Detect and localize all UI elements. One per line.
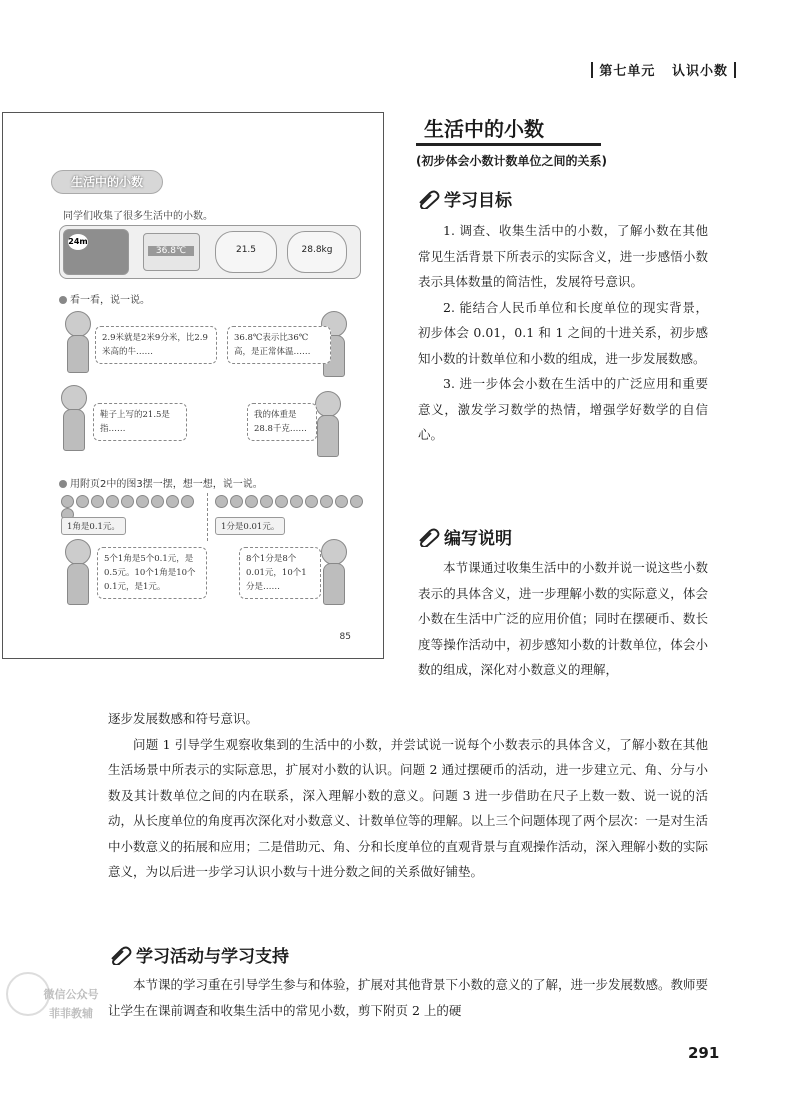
notes-continuation — [108, 706, 708, 885]
billboard-label: 24m — [68, 234, 88, 250]
prompt-coins: 用附页2中的图3摆一摆，想一想，说一说。 — [59, 475, 263, 490]
coin-icon — [76, 495, 89, 508]
watermark-line1: 微信公众号 — [43, 988, 99, 1001]
notes-heading: 编写说明 — [416, 524, 512, 552]
textbook-title-banner: 生活中的小数 — [51, 170, 163, 194]
activity-text: 本节课的学习重在引导学生参与和体验，扩展对其他背景下小数的意义的了解，进一步发展数感。教师要让学生在课前调查和收集生活中的常见小数，剪下附页 2 上的硬 — [108, 977, 709, 1018]
textbook-page-number: 85 — [339, 632, 351, 642]
boy-body-icon — [67, 563, 89, 605]
notes-paragraph — [418, 555, 708, 683]
boy-head-icon — [65, 539, 91, 565]
header-topic: 认识小数 — [671, 64, 728, 79]
running-header — [585, 60, 742, 79]
boy-head-icon — [315, 391, 341, 417]
thermometer-readout: 36.8℃ — [148, 246, 194, 256]
goal-item: 2. 能结合人民币单位和长度单位的现实背景，初步体会 0.01，0.1 和 1 之间的十进关系，初步感知小数的计数单位和小数的组成，进一步发展数感。 — [418, 299, 708, 366]
paperclip-icon — [108, 945, 134, 970]
speech-bubble: 8个1分是8个0.01元，10个1分是…… — [239, 547, 321, 599]
coin-icon — [335, 495, 348, 508]
coin-icon — [91, 495, 104, 508]
coin-icon — [305, 495, 318, 508]
coin-icon — [260, 495, 273, 508]
boy-body-icon — [317, 415, 339, 457]
header-unit: 第七单元 — [599, 64, 656, 79]
coin-icon — [121, 495, 134, 508]
fen-label: 1分是0.01元。 — [215, 517, 285, 535]
header-divider — [734, 62, 736, 78]
girl-body-icon — [67, 335, 89, 373]
coin-icon — [151, 495, 164, 508]
coin-icon — [350, 495, 363, 508]
goal-item: 3. 进一步体会小数在生活中的广泛应用和重要意义，激发学习数学的热情，增强学好数学的自信心。 — [418, 376, 708, 442]
goal-item: 1. 调查、收集生活中的小数，了解小数在其他常见生活背景下所表示的实际含义，进一步感悟小数表示具体数量的简洁性，发展符号意识。 — [418, 223, 708, 289]
coin-icon — [320, 495, 333, 508]
coin-icon — [181, 495, 194, 508]
shoe-size-readout: 21.5 — [235, 245, 257, 255]
coin-divider — [207, 493, 209, 541]
page-title: 生活中的小数 — [424, 117, 544, 141]
girl-body-icon — [63, 409, 85, 451]
billboard-photo — [63, 229, 129, 275]
scale-readout: 28.8kg — [301, 245, 333, 255]
watermark — [26, 985, 116, 1023]
goals-heading: 学习目标 — [416, 186, 512, 214]
activity-paragraph — [108, 972, 708, 1023]
header-divider — [591, 62, 593, 78]
notes-text: 本节课通过收集生活中的小数并说一说这些小数表示的具体含义，进一步理解小数的实际意义，体会小数在生活中广泛的应用价值；同时在摆硬币、数长度等操作活动中，初步感知小数的计数单位，体会小数的组成，深化对小数意义的理解， — [418, 560, 708, 677]
speech-bubble: 5个1角是5个0.1元，是0.5元。10个1角是10个0.1元，是1元。 — [97, 547, 207, 599]
scale-photo — [287, 231, 347, 273]
coin-icon — [106, 495, 119, 508]
title-underline — [416, 143, 601, 146]
coin-icon — [275, 495, 288, 508]
coin-icon — [136, 495, 149, 508]
paperclip-icon — [416, 527, 442, 552]
bullet-icon — [59, 296, 67, 304]
prompt-look-and-say: 看一看，说一说。 — [59, 291, 150, 306]
bullet-icon — [59, 480, 67, 488]
paperclip-icon — [416, 189, 442, 214]
textbook-page-image — [2, 112, 384, 659]
notes-text-end: 逐步发展数感和符号意识。 — [108, 711, 259, 726]
textbook-intro: 同学们收集了很多生活中的小数。 — [63, 211, 213, 222]
girl-head-icon — [321, 539, 347, 565]
speech-bubble: 2.9米就是2米9分米，比2.9米高的牛…… — [95, 326, 217, 364]
girl-head-icon — [65, 311, 91, 337]
speech-bubble: 我的体重是28.8千克…… — [247, 403, 317, 441]
coin-icon — [245, 495, 258, 508]
coin-icon — [166, 495, 179, 508]
goals-list — [418, 218, 708, 448]
notes-text-2: 问题 1 引导学生观察收集到的生活中的小数，并尝试说一说每个小数表示的具体含义，了解小数在其他生活场景中所表示的实际意思，扩展对小数的认识。问题 2 通过摆硬币的活动，进一步建立元、角、分与小数及其计数单位之间的内在联系，深入理解小数的意义。问题 3 进一步借助在尺子上数一数、说一说的活动，从长度单位的角度再次深化对小数意义、计数单位等的理解。以上三个问题体现了两个层次：一是对生活中小数意义的拓展和应用；二是借助元、角、分和长度单位的直观背景与直观操作活动，深入理解小数的实际意义，为以后进一步学习认识小数与十进分数之间的关系做好铺垫。 — [108, 736, 709, 879]
coin-icon — [61, 495, 74, 508]
page-subtitle: (初步体会小数计数单位之间的关系) — [416, 154, 607, 168]
page-number: 291 — [688, 1044, 720, 1062]
watermark-line2: 菲菲教辅 — [49, 1007, 93, 1020]
activity-heading: 学习活动与学习支持 — [108, 942, 289, 970]
coin-icon — [230, 495, 243, 508]
speech-bubble: 鞋子上写的21.5是指…… — [93, 403, 187, 441]
thermometer-photo — [143, 233, 200, 271]
coin-icon — [290, 495, 303, 508]
girl-head-icon — [61, 385, 87, 411]
coin-icon — [215, 495, 228, 508]
girl-body-icon — [323, 563, 345, 605]
jiao-label: 1角是0.1元。 — [61, 517, 126, 535]
speech-bubble: 36.8℃表示比36℃高，是正常体温…… — [227, 326, 331, 364]
ruler-photo — [215, 231, 277, 273]
fen-coin-row — [215, 495, 365, 508]
